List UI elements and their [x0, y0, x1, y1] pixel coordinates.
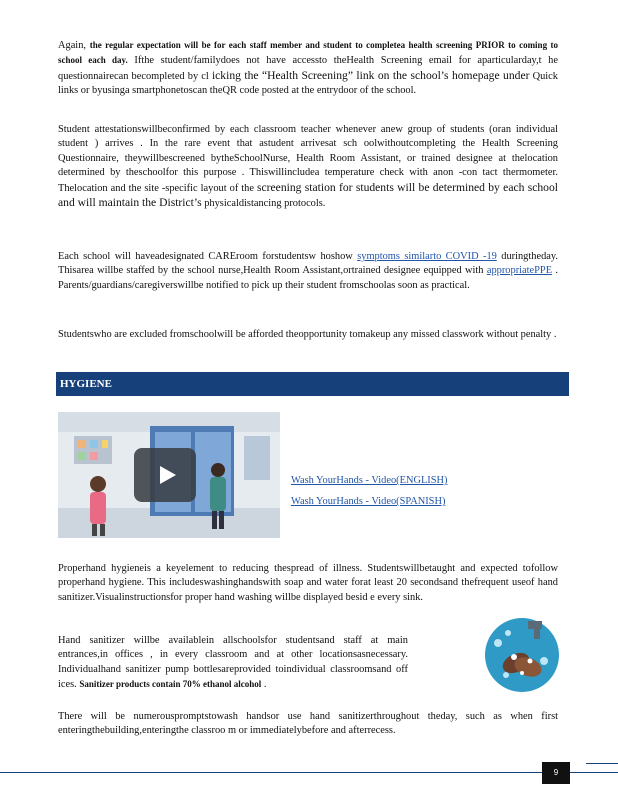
footer-divider-accent	[586, 763, 618, 764]
play-icon[interactable]	[156, 464, 178, 486]
paragraph-prompts: There will be numerouspromptstowash handsor use hand sanitizerthroughout theday, such as when first enteringthebuilding,enteringthe classroo m or immediatelybefore and afterrecess.	[58, 711, 558, 737]
paragraph-hand-hygiene: Properhand hygieneis a keyelement to reducing thespread of illness. Studentswillbetaught and expected tofollow properhand hygiene. This includeswashinghandswith soap and water forat least 20 secondsand thefrequent useof hand sanitizer.Visualinstructionsfor proper hand washing willbe displayed besid e every sink.	[58, 563, 558, 603]
paragraph-attestations	[58, 123, 558, 211]
video-links	[291, 470, 448, 512]
handwashing-video[interactable]	[58, 412, 280, 538]
text-run: duringtheday. Thisarea willbe staffed by the school nurse,Health Room Assistant,ortrained designee equipped with	[58, 251, 558, 277]
text-run: Ifthe student/familydoes not have accessto theHealth Screening email for aparticularday,t he questionnairecan becompleted by cl	[58, 55, 558, 82]
footer-divider	[0, 772, 618, 773]
text-run-bold: the regular expectation will be for each staff member and student to completea health screening PRIOR to coming to school each day.	[58, 40, 558, 66]
text-run: Each school will haveadesignated CAREroom forstudentsw hoshow	[58, 251, 358, 262]
symptoms-link[interactable]: symptoms similarto COVID -19	[357, 251, 497, 262]
text-run-large: icking the “Health Screening” link on the school’s homepage under	[211, 68, 530, 82]
text-run: physicaldistancing protocols.	[201, 198, 326, 210]
text-run: Again,	[58, 40, 90, 51]
text-run: . Parents/guardians/caregiverswillbe notified to pick up their student fromschoolas soon as practical.	[58, 265, 558, 291]
video-link-spanish[interactable]: Wash YourHands - Video(SPANISH)	[291, 496, 446, 507]
text-run-bold: Sanitizer products contain 70% ethanol alcohol	[79, 679, 262, 690]
paragraph-excluded: Studentswho are excluded fromschoolwill be afforded theopportunity tomakeup any missed classwork without penalty .	[58, 329, 557, 340]
text-run: Quick links or byusinga smartphonetoscan theQR code posted at the entrydoor of the school.	[58, 70, 558, 97]
paragraph-care-room	[58, 250, 558, 293]
paragraph-screening	[58, 38, 558, 99]
text-run-large: screening station for students will be determined by each school and will maintain the District’s	[58, 180, 558, 210]
text-run: .	[261, 679, 267, 691]
ppe-link[interactable]: appropriatePPE	[486, 265, 553, 277]
handwashing-icon	[484, 617, 560, 693]
text-run: Student attestationswillbeconfirmed by each classroom teacher whenever anew group of students (oran individual student ) arrives . In the rare event that astudent arrivesat sch oolwithoutcompleting the Health Screening Questionnaire, theywillbescreened bytheSchoolNurse, Health Room Assistant, or trained designee at thelocation determined by theschoolfor this purpose . Thiswillincludea temperature check with anon -con tact thermometer. Thelocation and the site -specific layout of the	[58, 124, 558, 194]
paragraph-sanitizer	[58, 634, 408, 693]
text-run: Hand sanitizer willbe availablein allschoolsfor studentsand staff at main entrances,in offices , in every classroom and at other locationsasnecessary. Individualhand sanitizer pump bottlesareprovided toindividual classroomsand off ices.	[58, 635, 408, 691]
page-number: 9	[542, 762, 570, 784]
video-link-english[interactable]: Wash YourHands - Video(ENGLISH)	[291, 475, 448, 486]
section-heading-hygiene: HYGIENE	[56, 372, 569, 396]
